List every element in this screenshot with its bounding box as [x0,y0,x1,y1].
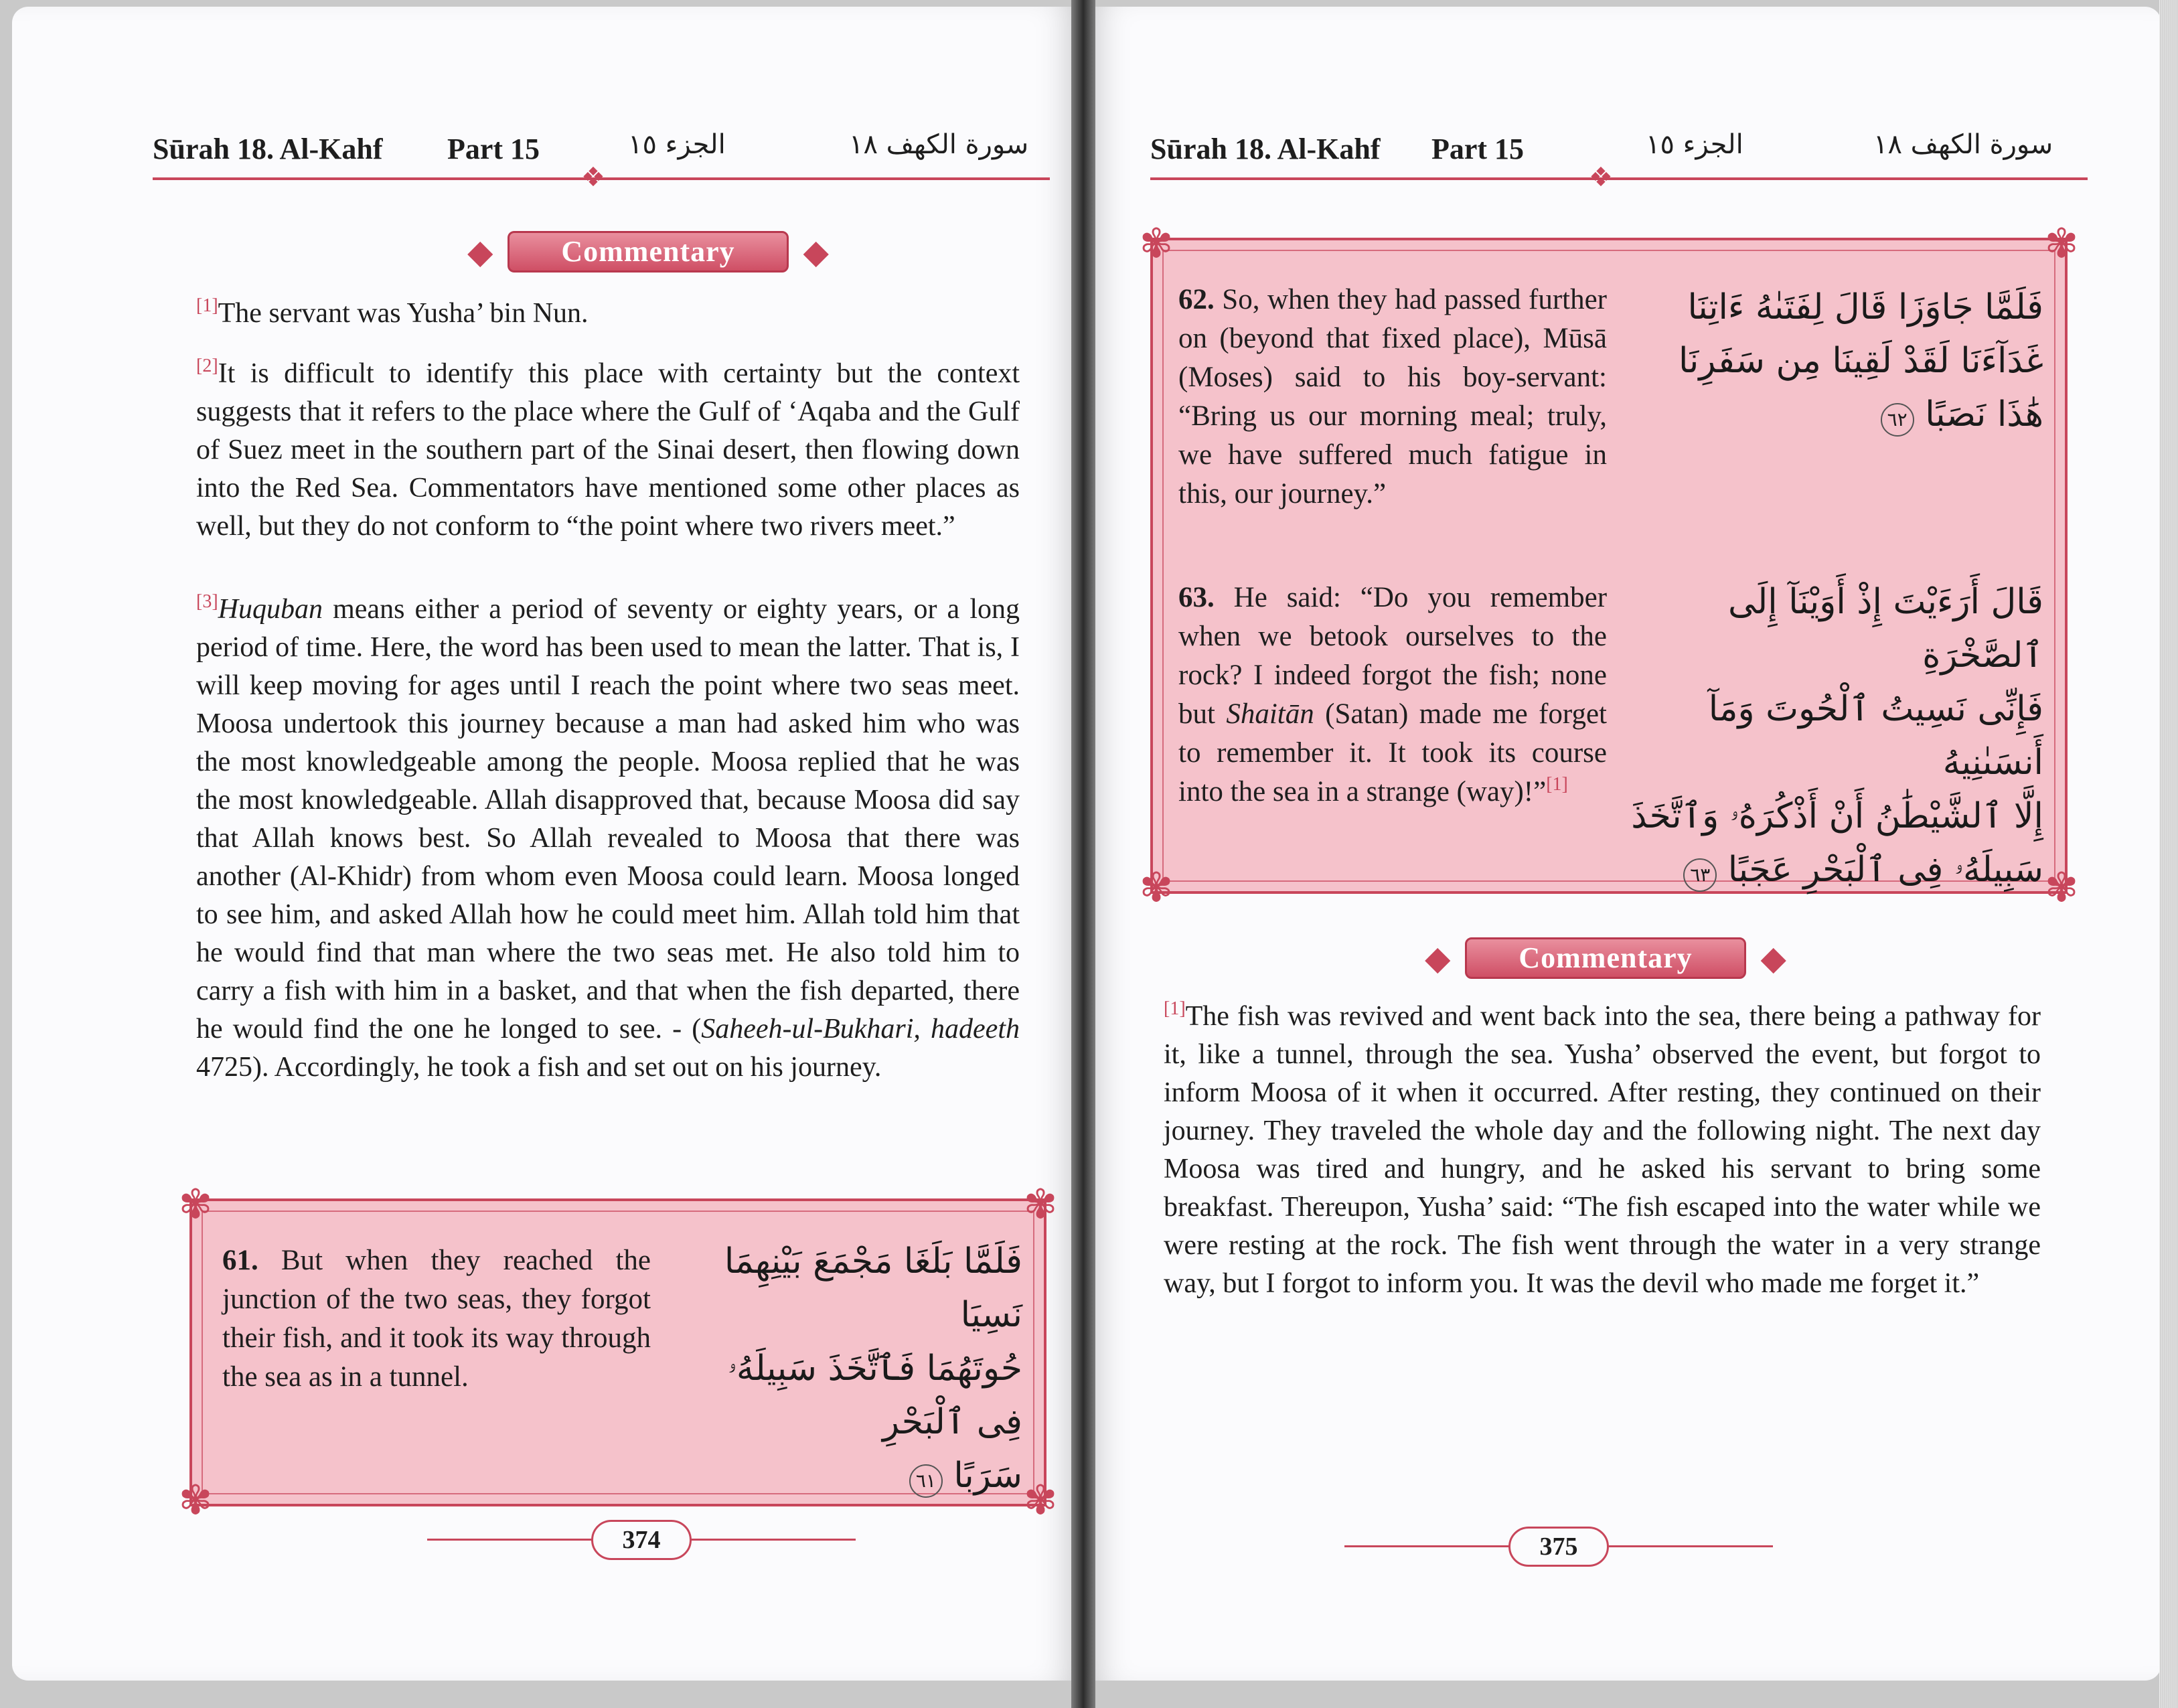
badge-wing-right-icon: ◆ [1760,939,1786,977]
note-text: It is difficult to identify this place with certainty but the context suggests that it refers to the place where the Gulf of ‘Aqaba and the Gulf of Suez meet in the southern part of the Sinai desert, then flowing down into the Red Sea. Commentators have mentioned some other places as well, but they do not conform to “the point where two rivers meet.” [196,358,1020,542]
right-page [1090,7,2161,1681]
header-ornament-icon: ❖ [1589,162,1613,193]
note-ref: [2] [196,356,218,376]
commentary-label: Commentary [508,231,789,273]
running-header [1090,124,2161,177]
page-number: 375 [1508,1527,1609,1567]
book-gutter [1071,0,1095,1708]
page-number-footer [1344,1527,1773,1567]
page-number: 374 [591,1520,692,1560]
commentary-badge [1425,937,1786,979]
ayah-marker: ٦١ [909,1464,943,1498]
surah-title-arabic: سورة الكهف ١٨ [1873,129,2053,160]
page-number-footer [427,1520,856,1560]
verse-63-arabic: قَالَ أَرَءَيْتَ إِذْ أَوَيْنَآ إِلَى ٱلصَّخْرَةِ فَإِنِّى نَسِيتُ ٱلْحُوتَ وَمَآ أَنسَىٰنِيهُ إِلَّا ٱلشَّيْطَٰنُ أَنْ أَذْكُرَهُۥ وَٱتَّخَذَ سَبِيلَهُۥ فِى ٱلْبَحْرِ عَجَبًا ٦٣ [1622,575,2043,897]
corner-ornament-icon: ✾ [1023,1477,1058,1524]
note-ref: [1] [196,295,218,316]
surah-title: Sūrah 18. Al-Kahf [153,133,383,165]
verse-number: 62. [1178,284,1215,315]
note-1 [196,295,1020,333]
surah-title-arabic: سورة الكهف ١٨ [849,129,1029,160]
note-citation: Saheeh-ul-Bukhari, hadeeth [701,1014,1020,1044]
note-text: The servant was Yusha’ bin Nun. [218,298,589,329]
note-1 [1164,998,2041,1303]
note-ref: [1] [1164,998,1186,1019]
surah-title: Sūrah 18. Al-Kahf [1150,133,1381,165]
note-ref: [1] [1546,774,1568,795]
verse-translation: 61. But when they reached the junction of the two seas, they forgot their fish, and it took its way through the sea as in a tunnel. [222,1245,651,1393]
verse-number: 61. [222,1245,258,1276]
verse-box-61 [178,1181,1058,1524]
ayah-marker: ٦٣ [1683,858,1717,892]
badge-wing-right-icon: ◆ [803,233,829,270]
verse-62-arabic: فَلَمَّا جَاوَزَا قَالَ لِفَتَىٰهُ ءَاتِنَا غَدَآءَنَا لَقَدْ لَقِينَا مِن سَفَرِنَا هَٰذَا نَصَبًا ٦٢ [1622,281,2043,441]
note-text: means either a period of seventy or eighty years, or a long period of time. Here, the word has been used to mean the latter. That is, I will keep moving for ages until I reach the point where two seas meet. Moosa undertook this journey because a man had asked him who was the most knowledgeable among the people. Moosa replied that he was the most knowledgeable. Allah disapproved that, because Moosa did say that Allah knows best. So Allah revealed to Moosa that there was another (Al-Khidr) from whom even Moosa could learn. Moosa longed to see him, and asked Allah how he could meet him. Allah told him that he would find that man where the two seas met. He also told him to carry a fish with him in a basket, and that when the fish departed, there he would find the one he longed to see. - ( [196,594,1020,1044]
corner-ornament-icon: ✾ [178,1477,213,1524]
note-term: Huquban [218,594,323,625]
verse-term: Shaitān [1226,698,1314,730]
commentary-label: Commentary [1465,937,1746,979]
corner-ornament-icon: ✾ [2044,864,2079,911]
header-rule [1150,177,2088,180]
verse-box-62-63 [1139,220,2079,911]
juz-label-arabic: الجزء ١٥ [1646,129,1743,160]
verse-arabic: فَلَمَّا بَلَغَا مَجْمَعَ بَيْنِهِمَا نَسِيَا حُوتَهُمَا فَٱتَّخَذَ سَبِيلَهُۥ فِى ٱلْبَحْرِ سَرَبًا ٦١ [674,1235,1022,1502]
part-label: Part 15 [447,133,540,165]
part-label: Part 15 [1431,133,1525,165]
ayah-marker: ٦٢ [1881,403,1914,437]
commentary-badge [467,231,829,273]
verse-62-translation: 62. So, when they had passed further on (beyond that fixed place), Mūsā (Moses) said to his boy-servant: “Bring us our morning meal; truly, we have suffered much fatigue in this, our journey.” [1178,284,1607,510]
badge-wing-left-icon: ◆ [467,233,493,270]
note-ref: [3] [196,591,218,612]
corner-ornament-icon: ✾ [2044,220,2079,267]
corner-ornament-icon: ✾ [1139,220,1174,267]
juz-label-arabic: الجزء ١٥ [628,129,726,160]
corner-ornament-icon: ✾ [1139,864,1174,911]
verse-number: 63. [1178,582,1215,613]
running-header [12,124,1077,177]
verse-63-translation: 63. He said: “Do you remember when we betook ourselves to the rock? I indeed forgot the fish; none but Shaitān (Satan) made me forget to remember it. It took its course into the sea in a strange (way)!”[1] [1178,582,1608,807]
page-edges [2159,0,2178,1708]
note-text-tail: 4725). Accordingly, he took a fish and set out on his journey. [196,1052,882,1083]
badge-wing-left-icon: ◆ [1425,939,1451,977]
corner-ornament-icon: ✾ [178,1181,213,1228]
header-ornament-icon: ❖ [581,162,605,193]
corner-ornament-icon: ✾ [1023,1181,1058,1228]
note-text: The fish was revived and went back into the sea, there being a pathway for it, like a tunnel, through the sea. Yusha’ observed the event, but forgot to inform Moosa of it when it occurred. After resting, they continued on their journey. They traveled the whole day and the following night. The next day Moosa was tired and hungry, and he asked his servant to bring some breakfast. Thereupon, Yusha’ said: “The fish escaped into the water while we were resting at the rock. The fish went through the water in a very strange way, but I forgot to inform you. It was the devil who made me forget it.” [1164,1001,2041,1299]
left-page [12,7,1077,1681]
note-2 [196,355,1020,546]
note-3 [196,591,1020,1087]
